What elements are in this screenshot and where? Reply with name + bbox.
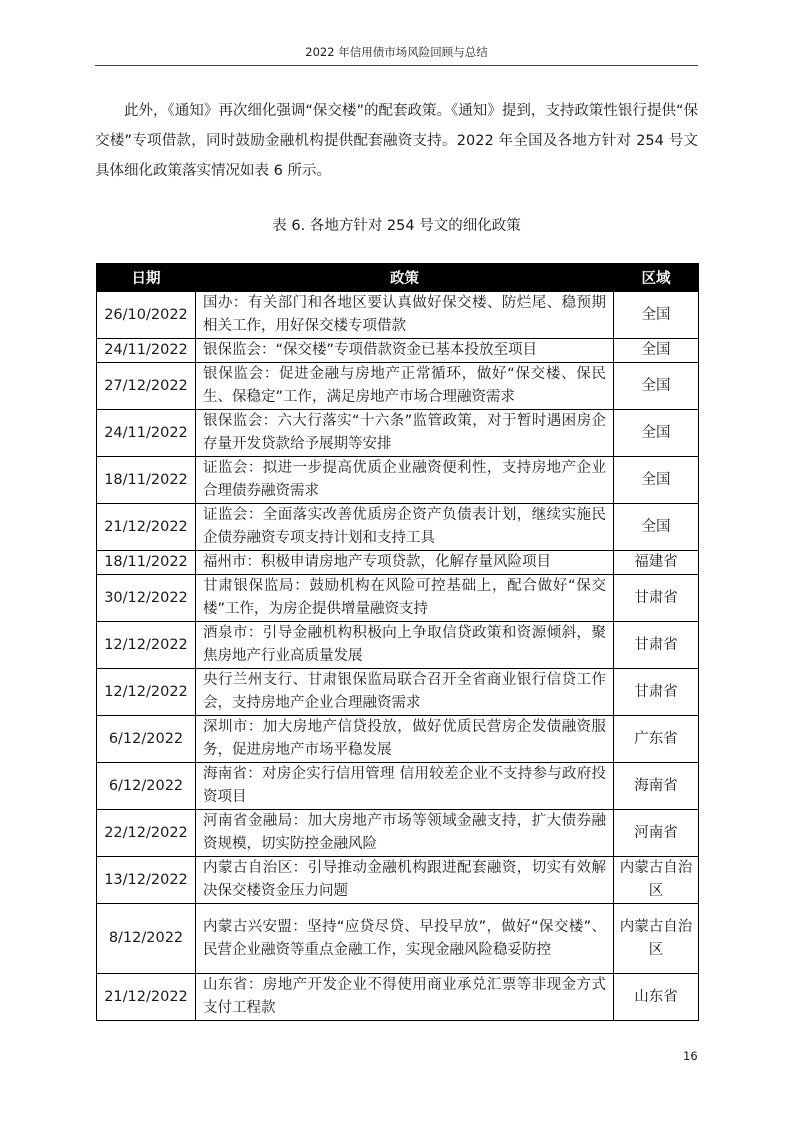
table-row [97,551,699,575]
policy-cell: 酒泉市：引导金融机构积极向上争取信贷政策和资源倾斜，聚焦房地产行业高质量发展 [196,622,614,669]
date-cell: 18/11/2022 [97,551,196,575]
policy-cell: 证监会：拟进一步提高优质企业融资便利性，支持房地产企业合理债券融资需求 [196,457,614,504]
date-cell: 12/12/2022 [97,669,196,716]
policy-table-body [97,292,699,1021]
column-header-region: 区域 [614,264,699,292]
region-cell: 福建省 [614,551,699,575]
date-cell: 21/12/2022 [97,504,196,551]
policy-cell: 河南省金融局：加大房地产市场等领域金融支持，扩大债券融资规模，切实防控金融风险 [196,810,614,857]
policy-cell: 证监会：全面落实改善优质房企资产负债表计划，继续实施民企债券融资专项支持计划和支持工具 [196,504,614,551]
region-cell: 甘肃省 [614,622,699,669]
date-cell: 6/12/2022 [97,716,196,763]
region-cell: 全国 [614,410,699,457]
region-cell: 海南省 [614,763,699,810]
region-cell: 全国 [614,504,699,551]
date-cell: 21/12/2022 [97,974,196,1021]
policy-cell: 央行兰州支行、甘肃银保监局联合召开全省商业银行信贷工作会，支持房地产企业合理融资需求 [196,669,614,716]
table-row [97,716,699,763]
table-row [97,457,699,504]
table-row [97,810,699,857]
policy-cell: 海南省：对房企实行信用管理 信用较差企业不支持参与政府投资项目 [196,763,614,810]
table-row [97,857,699,904]
table-caption: 表 6. 各地方针对 254 号文的细化政策 [272,218,521,234]
region-cell: 河南省 [614,810,699,857]
body-paragraph: 此外，《通知》再次细化强调“保交楼”的配套政策。《通知》提到，支持政策性银行提供“保交楼”专项借款，同时鼓励金融机构提供配套融资支持。2022 年全国及各地方针对 254 号文具体细化政策落实情况如表 6 所示。 [95,103,698,179]
region-cell: 全国 [614,457,699,504]
date-cell: 24/11/2022 [97,339,196,363]
policy-cell: 内蒙古兴安盟：坚持“应贷尽贷、早投早放”，做好“保交楼”、民营企业融资等重点金融工作，实现金融风险稳妥防控 [196,904,614,974]
policy-cell: 国办：有关部门和各地区要认真做好保交楼、防烂尾、稳预期相关工作，用好保交楼专项借款 [196,292,614,339]
date-cell: 26/10/2022 [97,292,196,339]
running-header: 2022 年信用债市场风险回顾与总结 [305,45,488,59]
policy-cell: 深圳市：加大房地产信贷投放，做好优质民营房企发债融资服务，促进房地产市场平稳发展 [196,716,614,763]
date-cell: 24/11/2022 [97,410,196,457]
page-number: 16 [683,1049,698,1063]
region-cell: 全国 [614,363,699,410]
table-row [97,363,699,410]
table-row [97,575,699,622]
policy-table [96,263,699,1021]
region-cell: 内蒙古自治区 [614,904,699,974]
table-row [97,974,699,1021]
date-cell: 13/12/2022 [97,857,196,904]
date-cell: 8/12/2022 [97,904,196,974]
date-cell: 30/12/2022 [97,575,196,622]
policy-cell: 银保监会：“保交楼”专项借款资金已基本投放至项目 [196,339,614,363]
date-cell: 22/12/2022 [97,810,196,857]
policy-cell: 甘肃银保监局：鼓励机构在风险可控基础上，配合做好“保交楼”工作，为房企提供增量融资支持 [196,575,614,622]
table-row [97,622,699,669]
date-cell: 18/11/2022 [97,457,196,504]
table-row [97,410,699,457]
policy-cell: 银保监会：促进金融与房地产正常循环，做好“保交楼、保民生、保稳定”工作，满足房地产市场合理融资需求 [196,363,614,410]
region-cell: 山东省 [614,974,699,1021]
table-row [97,339,699,363]
table-row [97,504,699,551]
column-header-policy: 政策 [196,264,614,292]
policy-cell: 银保监会：六大行落实“十六条”监管政策，对于暂时遇困房企存量开发贷款给予展期等安排 [196,410,614,457]
date-cell: 6/12/2022 [97,763,196,810]
policy-cell: 福州市：积极申请房地产专项贷款，化解存量风险项目 [196,551,614,575]
policy-cell: 内蒙古自治区：引导推动金融机构跟进配套融资，切实有效解决保交楼资金压力问题 [196,857,614,904]
region-cell: 甘肃省 [614,575,699,622]
region-cell: 全国 [614,292,699,339]
table-row [97,669,699,716]
region-cell: 广东省 [614,716,699,763]
date-cell: 12/12/2022 [97,622,196,669]
policy-cell: 山东省：房地产开发企业不得使用商业承兑汇票等非现金方式支付工程款 [196,974,614,1021]
region-cell: 全国 [614,339,699,363]
table-row [97,292,699,339]
table-row [97,904,699,974]
column-header-date: 日期 [97,264,196,292]
header-divider [95,65,698,66]
region-cell: 内蒙古自治区 [614,857,699,904]
region-cell: 甘肃省 [614,669,699,716]
date-cell: 27/12/2022 [97,363,196,410]
table-row [97,763,699,810]
table-header-row [97,264,699,292]
